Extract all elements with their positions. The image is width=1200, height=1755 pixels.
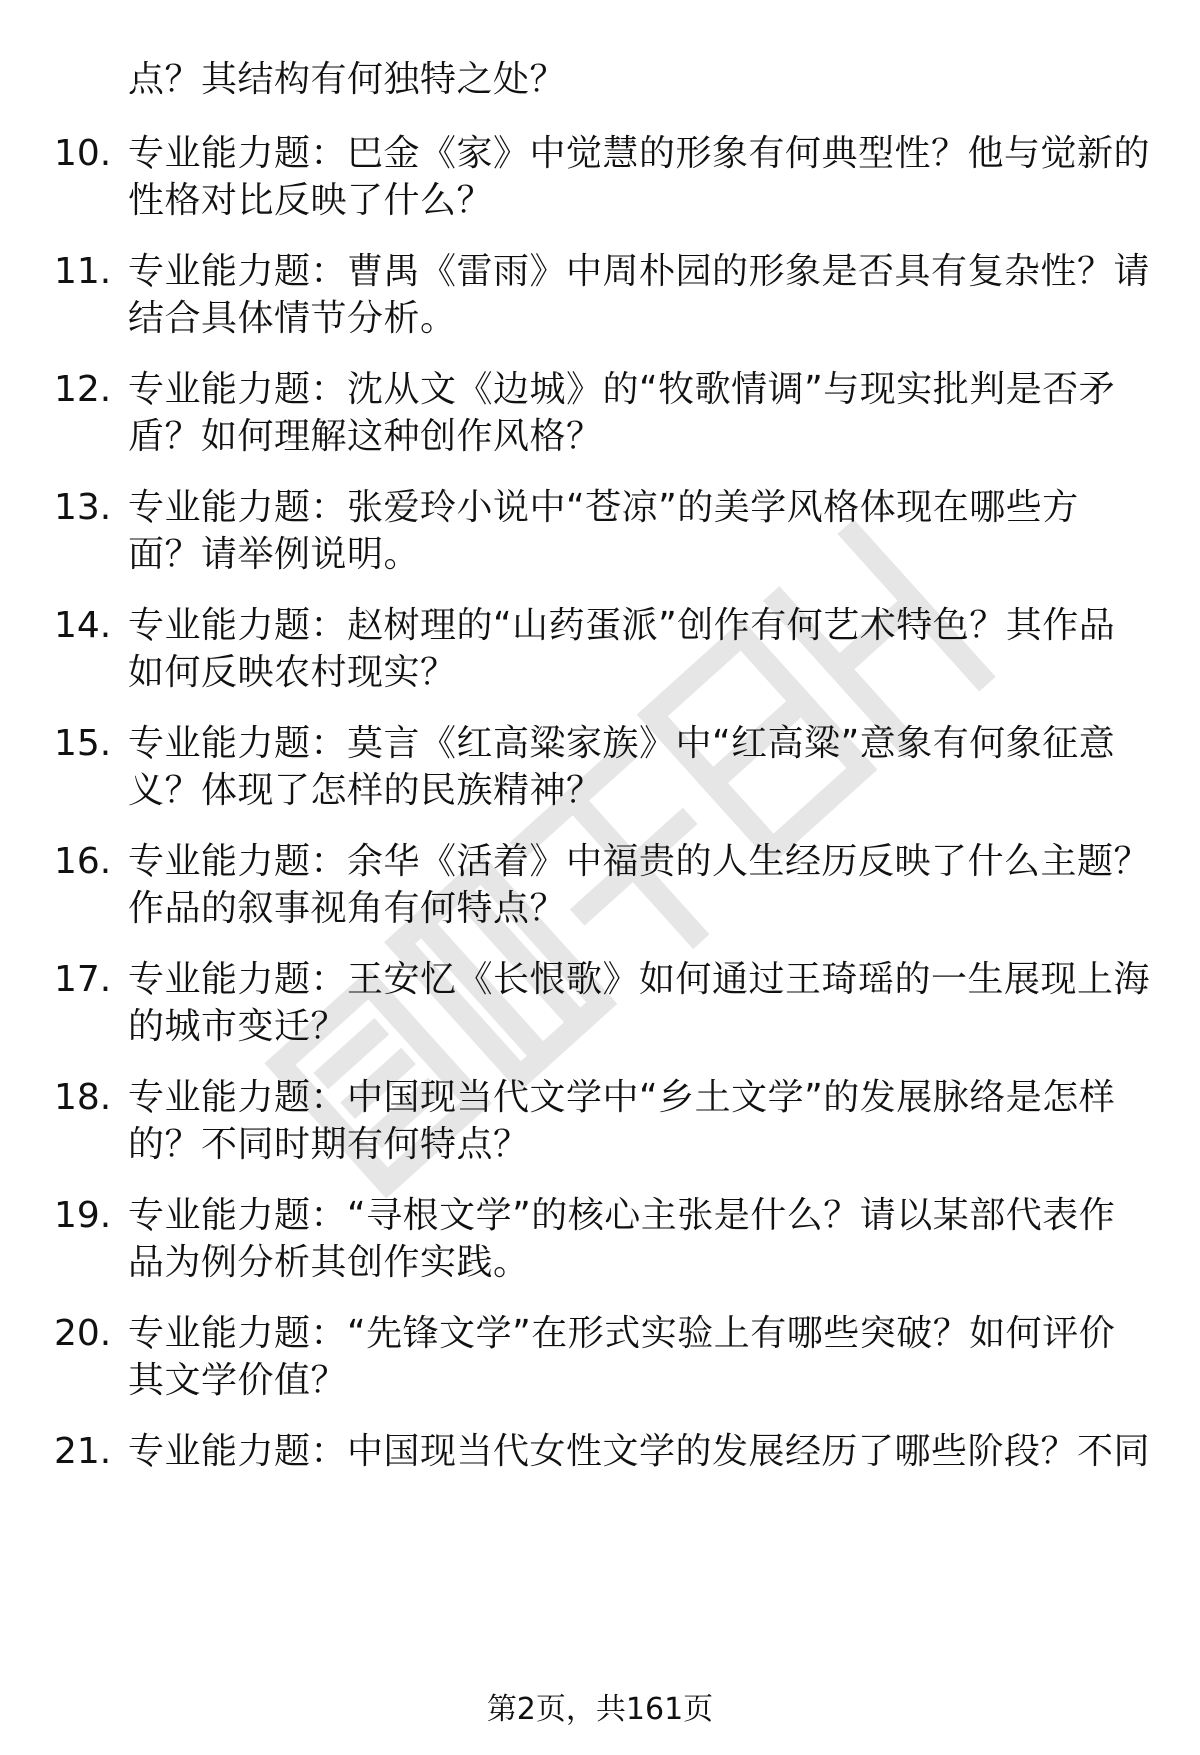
question-number: 18. <box>54 1077 112 1118</box>
page-footer: 第2页，共161页 <box>486 1692 714 1727</box>
question-text-line: 的城市变迁？ <box>128 1006 348 1047</box>
question-text-line: 专业能力题：“先锋文学”在形式实验上有哪些突破？如何评价 <box>128 1313 1116 1354</box>
question-number: 13. <box>54 487 112 528</box>
question-text-line: 专业能力题：王安忆《长恨歌》如何通过王琦瑶的一生展现上海 <box>128 959 1151 1000</box>
question-number: 20. <box>54 1313 112 1354</box>
question-text-line: 专业能力题：余华《活着》中福贵的人生经历反映了什么主题？ <box>128 841 1151 882</box>
question-number: 12. <box>54 369 112 410</box>
question-text-line: 义？体现了怎样的民族精神？ <box>128 770 603 811</box>
question-text-line: 专业能力题：沈从文《边城》的“牧歌情调”与现实批判是否矛 <box>128 369 1116 410</box>
question-text-line: 专业能力题：巴金《家》中觉慧的形象有何典型性？他与觉新的 <box>128 133 1151 174</box>
question-number: 10. <box>54 133 112 174</box>
question-text-line: 作品的叙事视角有何特点？ <box>128 888 567 929</box>
question-text-line: 面？请举例说明。 <box>128 534 421 575</box>
question-number: 15. <box>54 723 112 764</box>
question-text-line: 性格对比反映了什么？ <box>128 180 494 221</box>
question-text-line: 专业能力题：“寻根文学”的核心主张是什么？请以某部代表作 <box>128 1195 1116 1236</box>
question-text-line: 其文学价值？ <box>128 1360 348 1401</box>
question-number: 21. <box>54 1431 112 1472</box>
continuation-text: 点？其结构有何独特之处？ <box>128 59 567 100</box>
question-text-line: 盾？如何理解这种创作风格？ <box>128 416 603 457</box>
question-text-line: 结合具体情节分析。 <box>128 298 457 339</box>
question-text-line: 如何反映农村现实？ <box>128 652 457 693</box>
question-number: 11. <box>54 251 112 292</box>
question-number: 17. <box>54 959 112 1000</box>
question-text-line: 专业能力题：中国现当代文学中“乡土文学”的发展脉络是怎样 <box>128 1077 1116 1118</box>
question-number: 14. <box>54 605 112 646</box>
question-text-line: 专业能力题：莫言《红高粱家族》中“红高粱”意象有何象征意 <box>128 723 1116 764</box>
question-number: 19. <box>54 1195 112 1236</box>
question-text-line: 的？不同时期有何特点？ <box>128 1124 530 1165</box>
question-number: 16. <box>54 841 112 882</box>
question-text-line: 专业能力题：赵树理的“山药蛋派”创作有何艺术特色？其作品 <box>128 605 1116 646</box>
question-text-line: 品为例分析其创作实践。 <box>128 1242 530 1283</box>
question-text-line: 专业能力题：曹禺《雷雨》中周朴园的形象是否具有复杂性？请 <box>128 251 1151 292</box>
question-text-line: 专业能力题：张爱玲小说中“苍凉”的美学风格体现在哪些方 <box>128 487 1079 528</box>
question-text-line: 专业能力题：中国现当代女性文学的发展经历了哪些阶段？不同 <box>128 1431 1151 1472</box>
